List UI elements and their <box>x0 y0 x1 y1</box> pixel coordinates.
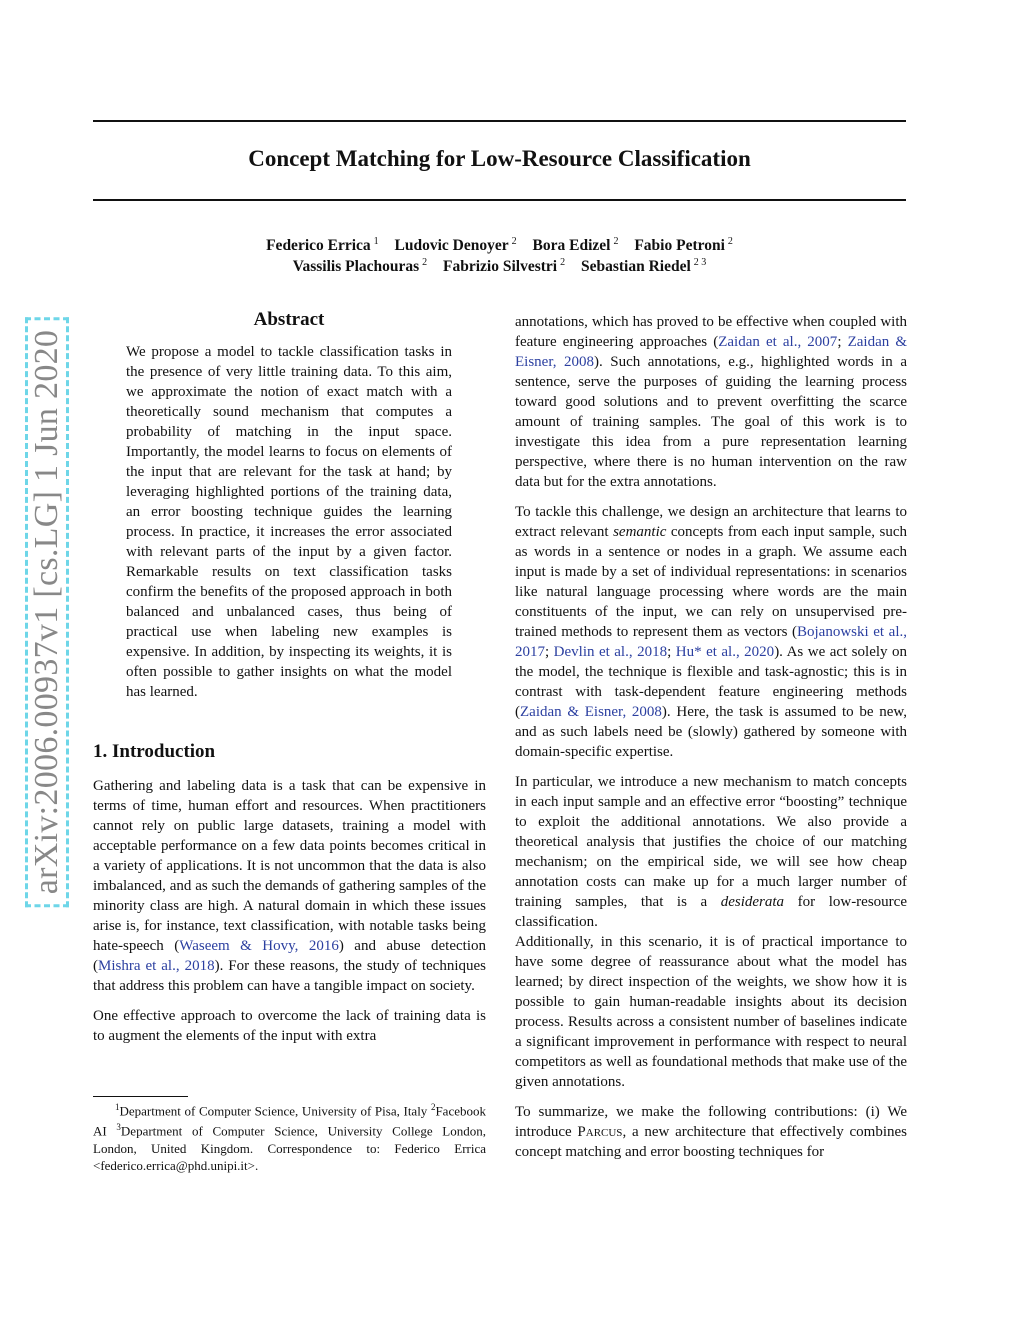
citation-link[interactable]: Zaidan & Eisner, 2008 <box>515 334 908 370</box>
title-rule-top <box>93 120 906 122</box>
author: Vassilis Plachouras $^2$ <box>292 257 428 276</box>
right-paragraph-5: To summarize, we make the following contributions: (i) We introduce Parcus, a new architecture that effectively combines concept matching and error boosting techniques for <box>515 1104 907 1160</box>
affiliations-footnote: $^1$Department of Computer Science, University of Pisa, Italy $^2$Facebook AI $^3$Department of Computer Science, University College London, London, United Kingdom. Correspondence to: Federico Errica <federico.errica@phd.unipi.it>. <box>93 1102 486 1173</box>
author: Fabio Petroni $^2$ <box>634 236 733 255</box>
right-column-body <box>515 312 907 1162</box>
citation-link[interactable]: Devlin et al., 2018 <box>553 644 668 660</box>
author-line-2 <box>93 257 906 276</box>
title-rule-bottom <box>93 199 906 201</box>
author: Bora Edizel $^2$ <box>532 236 619 255</box>
arxiv-sidebar <box>12 312 82 912</box>
citation-link[interactable]: Zaidan et al., 2007 <box>718 334 838 350</box>
intro-paragraph-2: One effective approach to overcome the lack of training data is to augment the elements of the input with extra <box>93 1008 486 1044</box>
abstract-text: We propose a model to tackle classification tasks in the presence of very little training data. To this aim, we approximate the notion of exact match with a theoretically sound mechanism that computes a probability of matching in the input space. Importantly, the model learns to focus on elements of the input that are relevant for the task at hand; by leveraging highlighted portions of the training data, an error boosting technique guides the learning process. In practice, it increases the error associated with relevant parts of the input by a given factor. Remarkable results on text classification tasks confirm the benefits of the proposed approach in both balanced and unbalanced cases, thus being of practical use when labeling new examples is expensive. In addition, by inspecting its weights, it is often possible to gather insights on what the model has learned. <box>126 344 452 700</box>
citation-link[interactable]: Hu* et al., 2020 <box>675 644 775 660</box>
left-column-body <box>93 776 486 1046</box>
author: Sebastian Riedel $^{2 3}$ <box>580 257 707 276</box>
author: Ludovic Denoyer $^2$ <box>394 236 517 255</box>
author: Federico Errica $^1$ <box>266 236 379 255</box>
citation-link[interactable]: Zaidan & Eisner, 2008 <box>520 704 662 720</box>
right-paragraph-2: To tackle this challenge, we design an architecture that learns to extract relevant semantic concepts from each input sample, such as words in a sentence or nodes in a graph. We assume each input is made by a set of individual representations: in scenarios like natural language processing where words are the main constituents of the input, we can rely on unsupervised pre-trained methods to represent them as vectors (Bojanowski et al., 2017; Devlin et al., 2018; Hu* et al., 2020). As we act solely on the model, the technique is flexible and task-agnostic; this is in contrast with task-dependent feature engineering methods (Zaidan & Eisner, 2008). Here, the task is assumed to be new, and as such labels need be (slowly) gathered by someone with domain-specific expertise. <box>515 504 907 760</box>
author-line-1 <box>93 236 906 255</box>
right-paragraph-3: In particular, we introduce a new mechanism to match concepts in each input sample and an effective error “boosting” technique to exploit the additional annotations. We also provide a theoretical analysis that justifies the choice of our matching mechanism; on the empirical side, we will see how cheap annotation costs can make up for a much larger number of training samples, that is a desiderata for low-resource classification. <box>515 774 907 930</box>
abstract-body <box>126 342 452 702</box>
section-heading: 1. Introduction <box>93 741 216 762</box>
arxiv-id: arXiv:2006.00937v1 [cs.LG] 1 Jun 2020 <box>25 317 69 907</box>
citation-link[interactable]: Waseem & Hovy, 2016 <box>179 938 339 954</box>
footnote-rule <box>93 1096 188 1097</box>
citation-link[interactable]: Bojanowski et al., 2017 <box>515 624 907 660</box>
paper-title: Concept Matching for Low-Resource Classification <box>248 146 751 171</box>
right-paragraph-4: Additionally, in this scenario, it is of practical importance to have some degree of reassurance about what the model has learned; by direct inspection of the weights, we show how it is possible to gain human-readable insights about its decision process. Results across a consistent number of baselines indicate a significant improvement in performance with respect to neural competitors as well as foundational methods that make use of the given annotations. <box>515 934 907 1090</box>
abstract-heading: Abstract <box>253 309 325 330</box>
author: Fabrizio Silvestri $^2$ <box>443 257 566 276</box>
right-paragraph-1: annotations, which has proved to be effective when coupled with feature engineering approaches (Zaidan et al., 2007; Zaidan & Eisner, 2008). Such annotations, e.g., highlighted words in a sentence, serve the purposes of guiding the learning process toward good solutions and to prevent overfitting the scarce amount of training samples. The goal of this work is to investigate this idea from a pure representation learning perspective, where there is no human intervention on the raw data but for the extra annotations. <box>515 314 908 490</box>
citation-link[interactable]: Mishra et al., 2018 <box>98 958 215 974</box>
intro-paragraph-1: Gathering and labeling data is a task that can be expensive in terms of time, human effort and resources. When practitioners cannot rely on public large datasets, training a model with acceptable performance on a few data points becomes critical in a variety of applications. It is not uncommon that the data is also imbalanced, and as such the demands of gathering samples of the minority class are high. A natural domain in which these issues arise is, for instance, text classification, with notable tasks being hate-speech (Waseem & Hovy, 2016) and abuse detection (Mishra et al., 2018). For these reasons, the study of techniques that address this problem can have a tangible impact on society. <box>93 778 487 994</box>
